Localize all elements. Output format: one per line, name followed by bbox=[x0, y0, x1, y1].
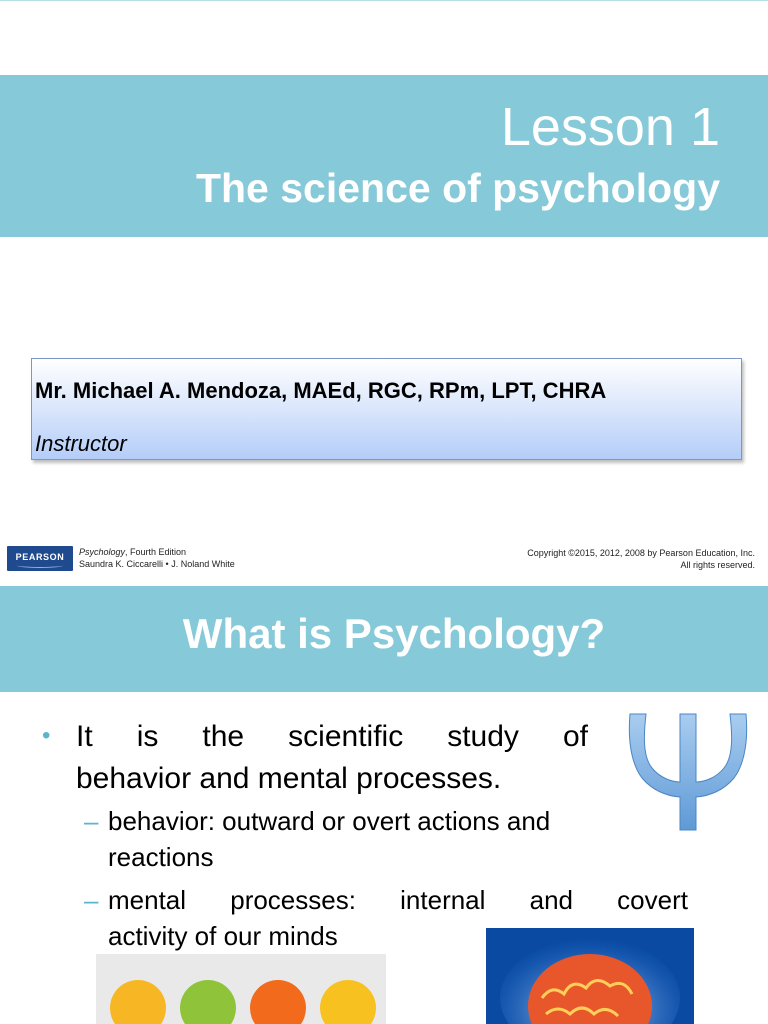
brain-illustration bbox=[486, 928, 694, 1024]
sub-bullet-mental-cont: activity of our minds bbox=[108, 921, 338, 951]
lesson-title: Lesson 1 bbox=[500, 97, 720, 157]
copyright-line1: Copyright ©2015, 2012, 2008 by Pearson Education, Inc. bbox=[527, 548, 755, 558]
bullet-text-line2: behavior and mental processes. bbox=[76, 762, 502, 795]
instructor-name: Mr. Michael A. Mendoza, MAEd, RGC, RPm, LPT, CHRA bbox=[35, 378, 607, 403]
pearson-swoosh-icon bbox=[17, 563, 63, 568]
copyright-line2: All rights reserved. bbox=[680, 560, 755, 570]
instructor-box bbox=[31, 358, 742, 460]
psi-symbol-icon bbox=[622, 704, 754, 836]
laughing-face-icon bbox=[320, 980, 376, 1024]
sick-face-icon bbox=[180, 980, 236, 1024]
book-info bbox=[79, 547, 186, 557]
instructor-role: Instructor bbox=[35, 431, 127, 456]
angry-face-icon bbox=[250, 980, 306, 1024]
book-edition: , Fourth Edition bbox=[125, 547, 187, 557]
dash-icon: – bbox=[84, 806, 99, 836]
emoji-faces-image bbox=[96, 954, 386, 1024]
sub-bullet-behavior: behavior: outward or overt actions and bbox=[108, 806, 551, 836]
sub-bullet-mental: mental processes: internal and covert bbox=[108, 885, 688, 915]
slide-footer bbox=[0, 541, 768, 576]
content-slide bbox=[0, 576, 768, 1024]
book-title: Psychology bbox=[79, 547, 126, 557]
pearson-logo bbox=[7, 546, 73, 571]
pearson-logo-text: PEARSON bbox=[15, 552, 65, 562]
dash-icon: – bbox=[84, 885, 99, 915]
lesson-subtitle: The science of psychology bbox=[195, 165, 720, 211]
slide-title: What is Psychology? bbox=[182, 610, 606, 657]
brain-image bbox=[486, 928, 694, 1024]
bullet-icon: • bbox=[42, 722, 51, 749]
book-authors: Saundra K. Ciccarelli • J. Noland White bbox=[79, 559, 235, 569]
bullet-text-line1: It is the scientific study of bbox=[76, 720, 588, 753]
sub-bullet-behavior-cont: reactions bbox=[108, 842, 214, 872]
surprised-face-icon bbox=[110, 980, 166, 1024]
